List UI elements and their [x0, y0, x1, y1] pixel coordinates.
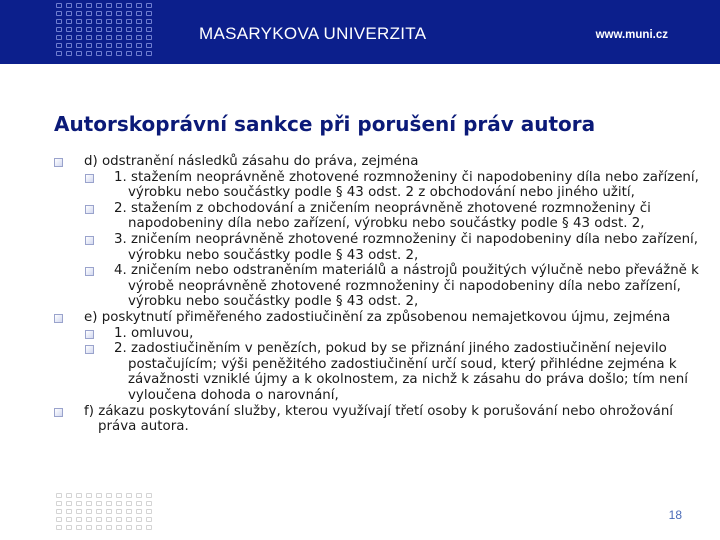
grid-dot: [106, 43, 112, 48]
grid-dot: [116, 517, 122, 522]
grid-dot: [126, 3, 132, 8]
grid-dot: [116, 509, 122, 514]
grid-dot: [106, 493, 112, 498]
grid-dot: [86, 493, 92, 498]
sub-item-e1: [54, 326, 709, 342]
list-item-f: [54, 404, 709, 435]
grid-dot: [106, 501, 112, 506]
grid-dot: [116, 3, 122, 8]
grid-dot: [126, 27, 132, 32]
slide-title: Autorskoprávní sankce při porušení práv autora: [54, 112, 596, 136]
grid-dot: [126, 517, 132, 522]
sub-item-text: 2. zadostiučiněním v penězích, pokud by se přiznání jiného zadostiučinění nejevilo postačujícím; výši peněžitého zadostiučinění určí soud, který přihlédne zejména k závažnosti vzniklé újmy a k okolnostem, za nichž k zásahu do práva došlo; tím není vyloučena dohoda o narovnání,: [114, 341, 688, 403]
grid-dot: [86, 525, 92, 530]
grid-dot: [56, 11, 62, 16]
grid-dot: [136, 517, 142, 522]
grid-dot: [66, 51, 72, 56]
grid-dot: [66, 517, 72, 522]
grid-dot: [96, 501, 102, 506]
grid-dot: [86, 501, 92, 506]
grid-dot: [86, 43, 92, 48]
grid-dot: [66, 501, 72, 506]
grid-dot: [56, 35, 62, 40]
sub-item-d4: [54, 263, 709, 310]
grid-dot: [76, 501, 82, 506]
grid-dot: [86, 517, 92, 522]
grid-dot: [116, 27, 122, 32]
grid-dot: [76, 35, 82, 40]
grid-dot: [96, 11, 102, 16]
grid-dot: [146, 517, 152, 522]
bullet-list: [54, 154, 709, 435]
bullet-icon: [85, 345, 94, 354]
grid-dot: [56, 51, 62, 56]
grid-dot: [146, 27, 152, 32]
grid-dot: [126, 493, 132, 498]
page-number: 18: [668, 508, 682, 522]
grid-dot: [56, 517, 62, 522]
grid-dot: [76, 51, 82, 56]
grid-dot: [136, 27, 142, 32]
bullet-icon: [85, 267, 94, 276]
grid-dot: [76, 517, 82, 522]
grid-dot: [56, 43, 62, 48]
grid-dot: [146, 51, 152, 56]
grid-dot: [146, 43, 152, 48]
sub-item-text: 4. zničením nebo odstraněním materiálů a nástrojů použitých výlučně nebo převážně k výrobě neoprávněně zhotovené rozmnoženiny či napodobeniny díla nebo zařízení, výrobku nebo součástky podle § 43 odst. 2,: [114, 263, 699, 310]
grid-dot: [146, 35, 152, 40]
grid-dot: [56, 27, 62, 32]
bullet-icon: [54, 314, 63, 323]
bullet-icon: [54, 408, 63, 417]
grid-dot: [106, 27, 112, 32]
grid-dot: [126, 19, 132, 24]
grid-dot: [66, 525, 72, 530]
grid-dot: [126, 43, 132, 48]
grid-dot: [136, 19, 142, 24]
grid-dot: [126, 51, 132, 56]
grid-dot: [96, 517, 102, 522]
grid-dot: [106, 11, 112, 16]
university-name: MASARYKOVA UNIVERZITA: [199, 24, 427, 43]
grid-dot: [126, 501, 132, 506]
grid-dot: [56, 3, 62, 8]
grid-dot: [136, 525, 142, 530]
grid-dot: [56, 501, 62, 506]
sub-item-d2: [54, 201, 709, 232]
grid-dot: [96, 525, 102, 530]
grid-dot: [76, 43, 82, 48]
grid-dot: [66, 11, 72, 16]
grid-dot: [126, 35, 132, 40]
grid-dot: [116, 43, 122, 48]
grid-dot: [146, 19, 152, 24]
grid-dot: [106, 19, 112, 24]
grid-dot: [96, 27, 102, 32]
grid-dot: [106, 35, 112, 40]
grid-dot: [136, 501, 142, 506]
grid-dot: [136, 51, 142, 56]
grid-dot: [86, 11, 92, 16]
website-link[interactable]: www.muni.cz: [595, 29, 668, 41]
grid-dot: [106, 525, 112, 530]
grid-dot: [86, 35, 92, 40]
grid-dot: [146, 501, 152, 506]
grid-dot: [66, 493, 72, 498]
grid-dot: [106, 517, 112, 522]
grid-dot: [76, 509, 82, 514]
sub-item-e2: [54, 341, 709, 403]
grid-dot: [86, 27, 92, 32]
grid-dot: [116, 19, 122, 24]
grid-dot: [96, 3, 102, 8]
sub-item-text: 3. zničením neoprávněně zhotovené rozmnoženiny či napodobeniny díla nebo zařízení, výrobku nebo součástky podle § 43 odst. 2,: [114, 231, 699, 263]
grid-dot: [106, 51, 112, 56]
grid-dot: [76, 3, 82, 8]
grid-dot: [96, 509, 102, 514]
grid-dot: [76, 19, 82, 24]
grid-dot: [116, 35, 122, 40]
grid-dot: [56, 509, 62, 514]
grid-dot: [136, 509, 142, 514]
bullet-icon: [54, 158, 63, 167]
sub-item-d3: [54, 232, 709, 263]
grid-dot: [146, 493, 152, 498]
grid-dot: [66, 3, 72, 8]
grid-dot: [126, 11, 132, 16]
sub-item-d1: [54, 170, 709, 201]
grid-dot: [116, 11, 122, 16]
grid-dot: [126, 525, 132, 530]
grid-dot: [66, 27, 72, 32]
grid-dot: [136, 11, 142, 16]
sub-item-text: 1. stažením neoprávněně zhotovené rozmnoženiny či napodobeniny díla nebo zařízení, výrobku nebo součástky podle § 43 odst. 2 z obchodování nebo jiného užití,: [114, 169, 699, 201]
list-item-text: f) zákazu poskytování služby, kterou využívají třetí osoby k porušování nebo ohrožování práva autora.: [84, 403, 674, 435]
grid-dot: [146, 3, 152, 8]
grid-dot: [66, 35, 72, 40]
grid-dot: [146, 509, 152, 514]
grid-dot: [56, 493, 62, 498]
grid-dot: [86, 509, 92, 514]
header-bar: [0, 0, 720, 64]
grid-dot: [136, 3, 142, 8]
bullet-icon: [85, 236, 94, 245]
bullet-icon: [85, 205, 94, 214]
list-item-d: [54, 154, 709, 170]
footer-dot-grid-icon: [56, 493, 156, 533]
grid-dot: [116, 51, 122, 56]
grid-dot: [76, 11, 82, 16]
grid-dot: [146, 11, 152, 16]
grid-dot: [146, 525, 152, 530]
sub-item-text: 2. stažením z obchodování a zničením neoprávněně zhotovené rozmnoženiny či napodobeniny díla nebo zařízení, výrobku nebo součástky podle § 43 odst. 2,: [114, 200, 651, 232]
list-item-text: d) odstranění následků zásahu do práva, zejména: [84, 154, 419, 169]
bullet-icon: [85, 174, 94, 183]
grid-dot: [116, 525, 122, 530]
grid-dot: [66, 43, 72, 48]
grid-dot: [136, 35, 142, 40]
grid-dot: [96, 35, 102, 40]
grid-dot: [96, 19, 102, 24]
grid-dot: [76, 493, 82, 498]
grid-dot: [76, 27, 82, 32]
grid-dot: [76, 525, 82, 530]
bullet-icon: [85, 330, 94, 339]
grid-dot: [56, 19, 62, 24]
grid-dot: [136, 493, 142, 498]
list-item-e: [54, 310, 709, 326]
grid-dot: [96, 43, 102, 48]
grid-dot: [96, 493, 102, 498]
grid-dot: [126, 509, 132, 514]
slide-content: [54, 154, 709, 435]
grid-dot: [116, 501, 122, 506]
grid-dot: [56, 525, 62, 530]
grid-dot: [106, 3, 112, 8]
dot-grid-icon: [56, 3, 156, 59]
grid-dot: [96, 51, 102, 56]
grid-dot: [86, 19, 92, 24]
grid-dot: [86, 3, 92, 8]
grid-dot: [66, 509, 72, 514]
sub-item-text: 1. omluvou,: [114, 325, 194, 341]
list-item-text: e) poskytnutí přiměřeného zadostiučinění za způsobenou nemajetkovou újmu, zejména: [84, 309, 671, 325]
grid-dot: [86, 51, 92, 56]
grid-dot: [116, 493, 122, 498]
grid-dot: [136, 43, 142, 48]
grid-dot: [106, 509, 112, 514]
grid-dot: [66, 19, 72, 24]
